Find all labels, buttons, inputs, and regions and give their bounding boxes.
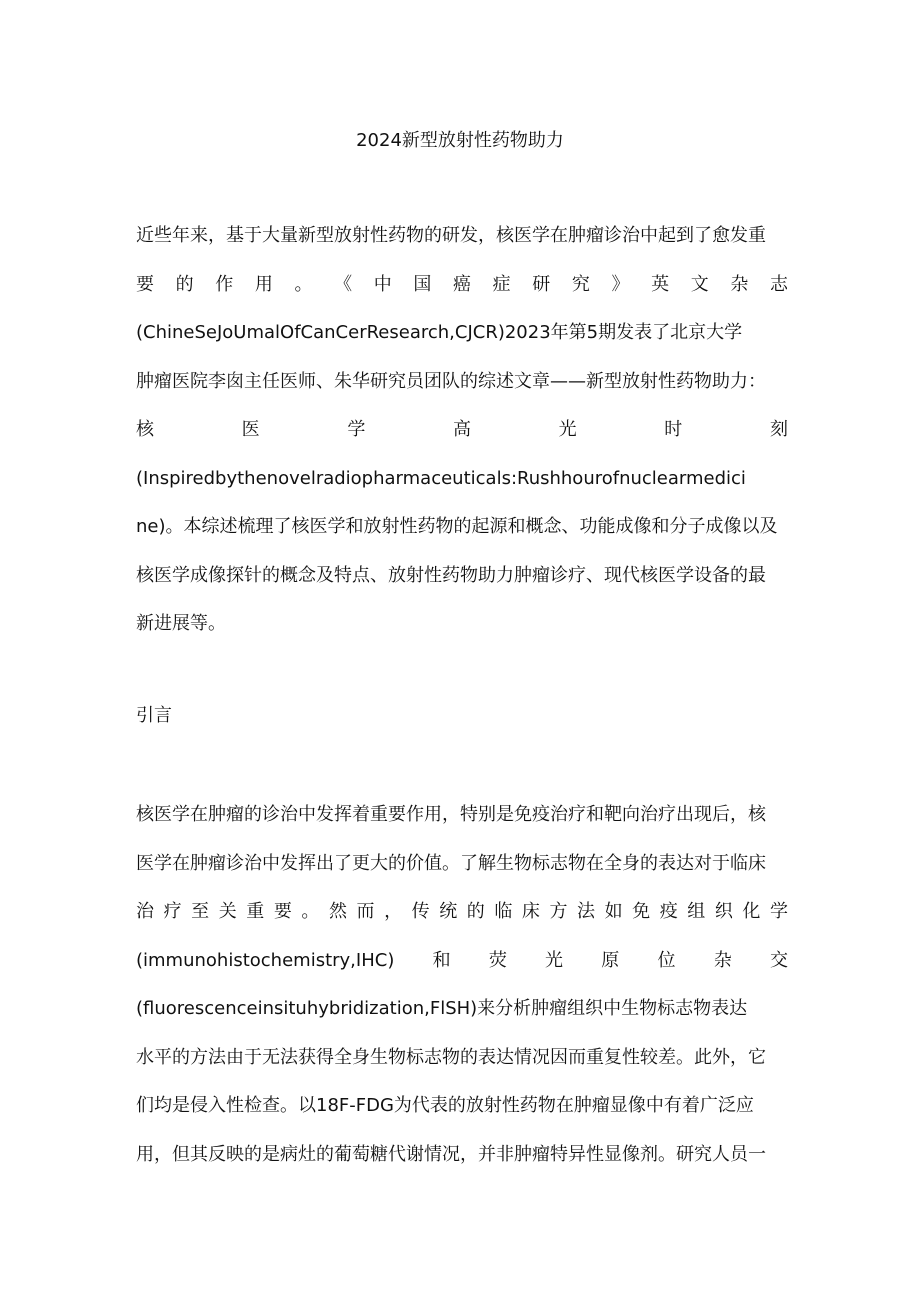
justified-glyph: 中: [373, 273, 392, 295]
paragraph-line: 用，但其反映的是病灶的葡萄糖代谢情况，并非肿瘤特异性显像剂。研究人员一: [136, 1143, 766, 1165]
justified-glyph: 的: [175, 273, 194, 295]
justified-glyph: 。: [294, 273, 313, 295]
justified-glyph: 《: [334, 273, 353, 295]
justified-glyph: 疗: [163, 901, 182, 922]
justified-glyph: 核: [136, 419, 154, 440]
justified-glyph: 作: [215, 273, 234, 295]
justified-glyph: 光: [558, 419, 577, 440]
justified-glyph: 症: [492, 273, 511, 295]
paragraph-line: 肿瘤医院李囱主任医师、朱华研究员团队的综述文章——新型放射性药物助力：: [136, 370, 766, 392]
paragraph-line: (fluorescenceinsituhybridization,FlSH)来分析肿瘤组织中生物标志物表达: [136, 998, 748, 1019]
justified-glyph: 法: [577, 901, 595, 922]
justified-glyph: 的: [466, 901, 485, 922]
paragraph-line: ne)。本综述梳理了核医学和放射性药物的起源和概念、功能成像和分子成像以及: [136, 516, 778, 537]
paragraph-line: 核医学成像探针的概念及特点、放射性药物助力肿瘤诊疗、现代核医学设备的最: [136, 564, 766, 586]
justified-glyph: 疫: [659, 901, 678, 922]
paragraph-line: 新进展等。: [136, 613, 226, 634]
justified-glyph: 统: [439, 901, 458, 922]
body-paragraph: [136, 791, 788, 1179]
justified-glyph: 刻: [769, 419, 788, 440]
justified-glyph: 英: [651, 273, 670, 295]
justified-glyph: 究: [571, 273, 590, 295]
justified-glyph: 光: [545, 949, 564, 971]
justified-glyph: ，: [384, 901, 403, 922]
justified-glyph: 。: [301, 901, 320, 922]
justified-glyph: 重: [246, 901, 265, 922]
justified-glyph: 临: [494, 901, 513, 922]
paragraph-line: (ChineSeJoUmalOfCanCerResearch,CJCR)2023年第5期发表了北京大学: [136, 322, 743, 343]
paragraph-line-justified: [136, 937, 788, 986]
paragraph-line-justified: [136, 261, 788, 310]
justified-glyph: 用: [254, 273, 273, 295]
justified-glyph: 位: [657, 949, 676, 971]
justified-glyph: 化: [742, 901, 761, 922]
justified-glyph: 高: [452, 419, 471, 440]
justified-glyph: 床: [521, 901, 540, 922]
paragraph-line-justified: [136, 888, 788, 937]
justified-glyph: 癌: [453, 273, 471, 295]
justified-glyph: 要: [273, 901, 292, 922]
justified-glyph: 而: [356, 901, 375, 922]
justified-glyph: 》: [611, 273, 630, 295]
justified-glyph: (immunohistochemistry,IHC): [136, 949, 395, 971]
justified-glyph: 杂: [713, 949, 732, 971]
intro-paragraph: [136, 212, 788, 649]
paragraph-line: 水平的方法由于无法获得全身生物标志物的表达情况因而重复性较差。此外，它: [136, 1046, 766, 1068]
justified-glyph: 荧: [488, 949, 507, 971]
paragraph-line: 近些年来，基于大量新型放射性药物的研发，核医学在肿瘤诊治中起到了愈发重: [136, 225, 766, 246]
justified-glyph: 医: [241, 419, 260, 440]
justified-glyph: 学: [347, 419, 366, 440]
justified-glyph: 方: [549, 901, 568, 922]
justified-glyph: 时: [664, 419, 683, 440]
justified-glyph: 如: [604, 901, 623, 922]
justified-glyph: 传: [411, 901, 430, 922]
justified-glyph: 研: [532, 273, 551, 295]
justified-glyph: 然: [328, 901, 347, 922]
paragraph-line: 医学在肿瘤诊治中发挥出了更大的价值。了解生物标志物在全身的表达对于临床: [136, 852, 766, 874]
justified-glyph: 治: [136, 901, 154, 922]
justified-glyph: 要: [136, 273, 154, 295]
justified-glyph: 至: [191, 901, 210, 922]
justified-glyph: 文: [690, 273, 709, 295]
justified-glyph: 学: [769, 901, 788, 922]
justified-glyph: 和: [432, 949, 451, 971]
document-title: 2024新型放射性药物助力: [356, 130, 564, 151]
justified-glyph: 免: [632, 901, 651, 922]
paragraph-line: 们均是侵入性检查。以18F-FDG为代表的放射性药物在肿瘤显像中有着广泛应: [136, 1095, 754, 1116]
justified-glyph: 志: [770, 273, 788, 295]
justified-glyph: 国: [413, 273, 432, 295]
justified-glyph: 组: [687, 901, 706, 922]
justified-glyph: 交: [769, 949, 788, 971]
paragraph-line: (Inspiredbythenovelradiopharmaceuticals:Rushhourofnuclearmedici: [136, 467, 746, 489]
justified-glyph: 关: [218, 901, 237, 922]
section-heading: 引言: [136, 705, 172, 726]
justified-glyph: 织: [714, 901, 733, 922]
justified-glyph: 杂: [730, 273, 749, 295]
justified-glyph: 原: [601, 949, 620, 971]
paragraph-line-justified: [136, 406, 788, 455]
paragraph-line: 核医学在肿瘤的诊治中发挥着重要作用，特别是免疫治疗和靶向治疗出现后，核: [136, 804, 766, 825]
